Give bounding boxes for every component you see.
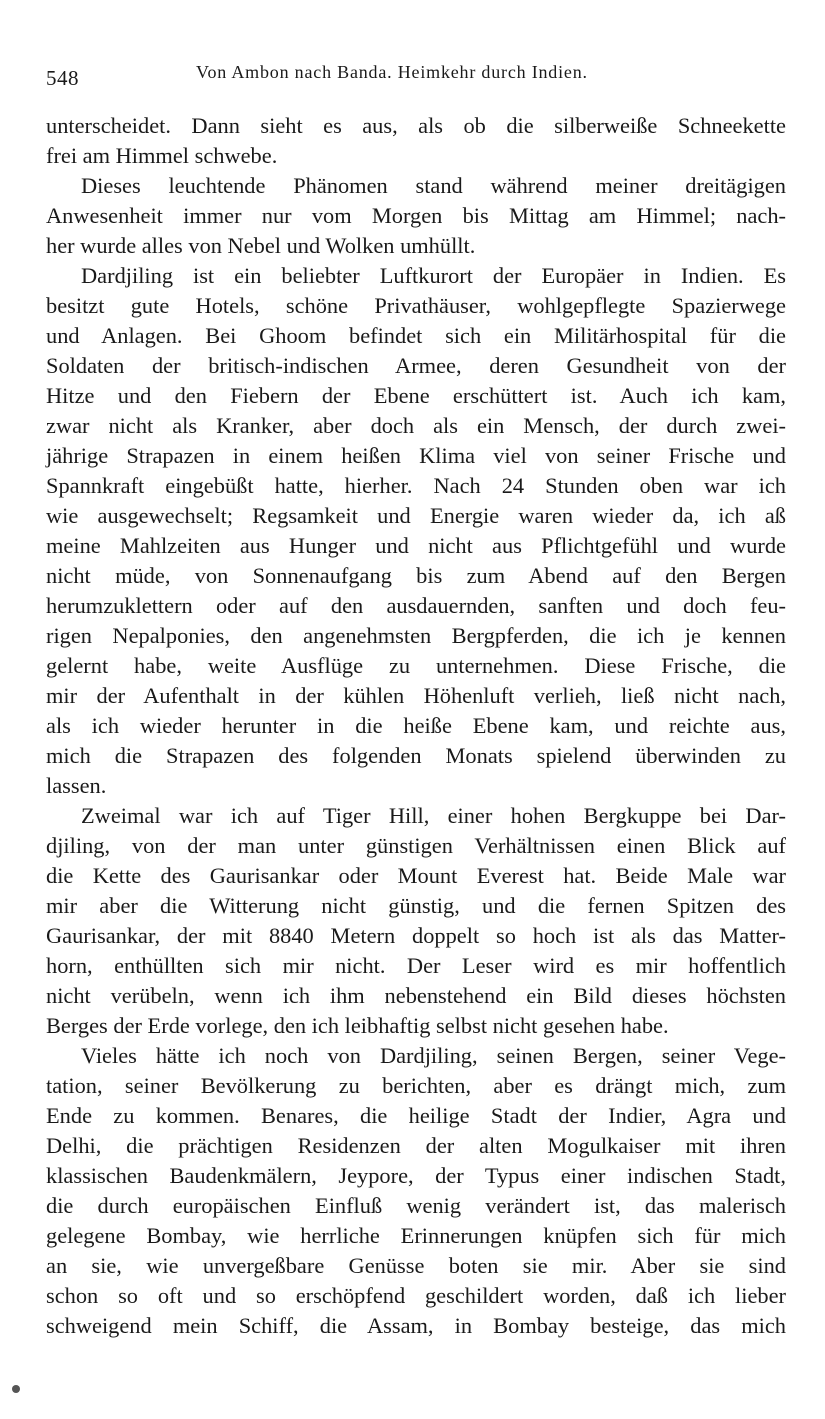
- text-line: klassischen Baudenkmälern, Jeypore, der Typus einer indischen Stadt,: [46, 1163, 786, 1188]
- text-line: meine Mahlzeiten aus Hunger und nicht aus Pflichtgefühl und wurde: [46, 533, 786, 558]
- text-line: Soldaten der britisch-indischen Armee, deren Gesundheit von der: [46, 353, 786, 378]
- text-line: an sie, wie unvergeßbare Genüsse boten sie mir. Aber sie sind: [46, 1253, 786, 1278]
- text-line: djiling, von der man unter günstigen Verhältnissen einen Blick auf: [46, 833, 786, 858]
- text-line: Gaurisankar, der mit 8840 Metern doppelt so hoch ist als das Matter-: [46, 923, 786, 948]
- text-line: herumzuklettern oder auf den ausdauernden, sanften und doch feu-: [46, 593, 786, 618]
- text-line: unterscheidet. Dann sieht es aus, als ob die silberweiße Schneekette: [46, 113, 786, 138]
- text-line: lassen.: [46, 773, 107, 798]
- text-line: horn, enthüllten sich mir nicht. Der Leser wird es mir hoffentlich: [46, 953, 786, 978]
- text-line: frei am Himmel schwebe.: [46, 143, 278, 168]
- page-number: 548: [46, 66, 79, 90]
- text-line: Berges der Erde vorlege, den ich leibhaftig selbst nicht gesehen habe.: [46, 1013, 669, 1038]
- text-line: rigen Nepalponies, den angenehmsten Bergpferden, die ich je kennen: [46, 623, 786, 648]
- text-line: Hitze und den Fiebern der Ebene erschüttert ist. Auch ich kam,: [46, 383, 786, 408]
- text-line: Ende zu kommen. Benares, die heilige Stadt der Indier, Agra und: [46, 1103, 786, 1128]
- text-line: und Anlagen. Bei Ghoom befindet sich ein Militärhospital für die: [46, 323, 786, 348]
- text-line: Spannkraft eingebüßt hatte, hierher. Nach 24 Stunden oben war ich: [46, 473, 786, 498]
- text-line: nicht verübeln, wenn ich ihm nebenstehend ein Bild dieses höchsten: [46, 983, 786, 1008]
- text-line: besitzt gute Hotels, schöne Privathäuser, wohlgepflegte Spazierwege: [46, 293, 786, 318]
- running-head-title: Von Ambon nach Banda. Heimkehr durch Indien.: [196, 62, 588, 82]
- text-line: Vieles hätte ich noch von Dardjiling, seinen Bergen, seiner Vege-: [81, 1043, 786, 1068]
- text-line: zwar nicht als Kranker, aber doch als ein Mensch, der durch zwei-: [46, 413, 786, 438]
- text-line: nicht müde, von Sonnenaufgang bis zum Abend auf den Bergen: [46, 563, 786, 588]
- text-line: mich die Strapazen des folgenden Monats spielend überwinden zu: [46, 743, 786, 768]
- text-line: jährige Strapazen in einem heißen Klima viel von seiner Frische und: [46, 443, 786, 468]
- text-line: Zweimal war ich auf Tiger Hill, einer hohen Bergkuppe bei Dar-: [81, 803, 786, 828]
- text-line: Anwesenheit immer nur vom Morgen bis Mittag am Himmel; nach-: [46, 203, 786, 228]
- text-line: wie ausgewechselt; Regsamkeit und Energie waren wieder da, ich aß: [46, 503, 786, 528]
- text-line: schweigend mein Schiff, die Assam, in Bombay besteige, das mich: [46, 1313, 786, 1338]
- text-line: tation, seiner Bevölkerung zu berichten, aber es drängt mich, zum: [46, 1073, 786, 1098]
- scan-speck: [12, 1385, 20, 1393]
- text-line: die durch europäischen Einfluß wenig verändert ist, das malerisch: [46, 1193, 786, 1218]
- body-text: [46, 111, 786, 1341]
- text-line: Dardjiling ist ein beliebter Luftkurort der Europäer in Indien. Es: [81, 263, 786, 288]
- text-line: her wurde alles von Nebel und Wolken umhüllt.: [46, 233, 476, 258]
- text-line: gelegene Bombay, wie herrliche Erinnerungen knüpfen sich für mich: [46, 1223, 786, 1248]
- text-line: schon so oft und so erschöpfend geschildert worden, daß ich lieber: [46, 1283, 786, 1308]
- text-line: Dieses leuchtende Phänomen stand während meiner dreitägigen: [81, 173, 786, 198]
- text-line: mir der Aufenthalt in der kühlen Höhenluft verlieh, ließ nicht nach,: [46, 683, 786, 708]
- text-line: die Kette des Gaurisankar oder Mount Everest hat. Beide Male war: [46, 863, 786, 888]
- text-line: Delhi, die prächtigen Residenzen der alten Mogulkaiser mit ihren: [46, 1133, 786, 1158]
- text-line: mir aber die Witterung nicht günstig, und die fernen Spitzen des: [46, 893, 786, 918]
- text-line: gelernt habe, weite Ausflüge zu unternehmen. Diese Frische, die: [46, 653, 786, 678]
- running-head: [46, 62, 786, 92]
- text-line: als ich wieder herunter in die heiße Ebene kam, und reichte aus,: [46, 713, 786, 738]
